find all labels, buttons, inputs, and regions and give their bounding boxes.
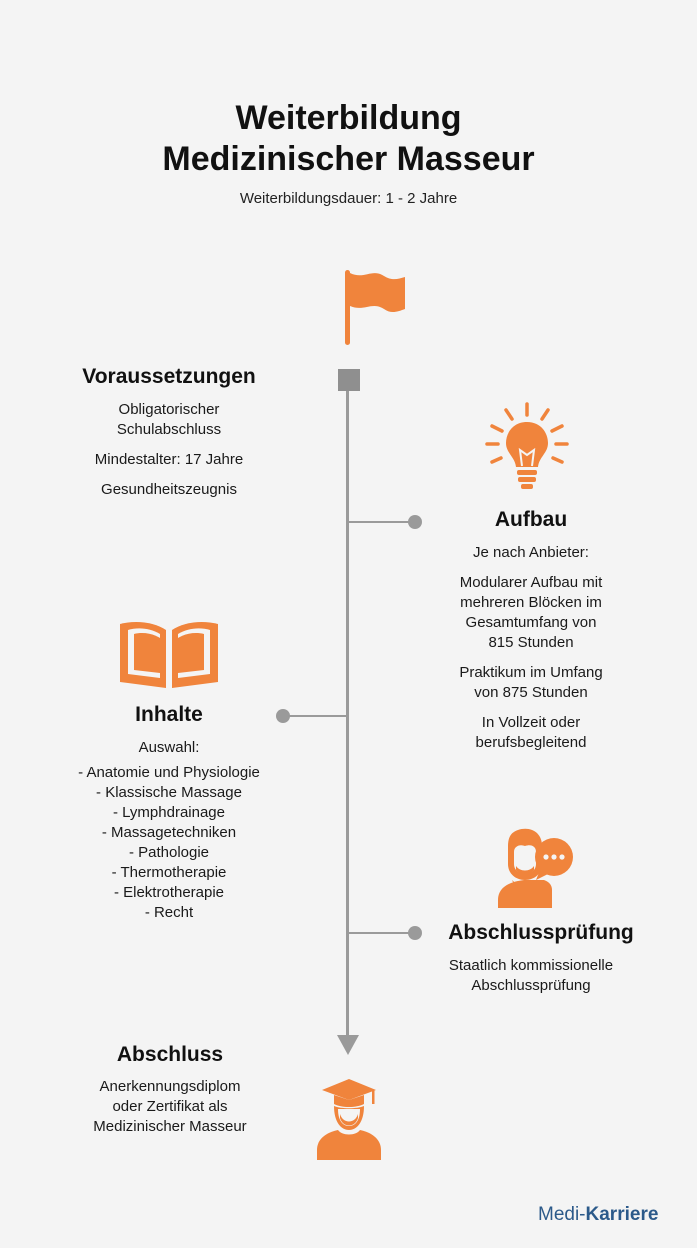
aufbau-p1-line-1: Modularer Aufbau mit [459, 574, 603, 591]
list-item: - Elektrotherapie [113, 884, 225, 901]
abschluss-line-1: Anerkennungsdiplom [99, 1078, 241, 1095]
open-book-icon [118, 616, 220, 688]
voraussetzungen-item-1-line-2: Schulabschluss [116, 421, 222, 438]
inhalte-intro: Auswahl: [138, 739, 200, 756]
aufbau-p3-line-1: In Vollzeit oder [481, 714, 581, 731]
duration-subtitle: Weiterbildungsdauer: 1 - 2 Jahre [239, 190, 458, 207]
aufbau-p1-line-4: 815 Stunden [488, 634, 574, 651]
flag-icon [342, 270, 408, 346]
abschluss-content [40, 1077, 300, 1137]
aufbau-content [400, 543, 662, 753]
aufbau-intro: Je nach Anbieter: [473, 544, 589, 561]
voraussetzungen-title: Voraussetzungen [82, 365, 256, 388]
abschluss-title: Abschluss [116, 1043, 224, 1066]
aufbau-p1-line-2: mehreren Blöcken im [460, 594, 602, 611]
aufbau-p2-line-2: von 875 Stunden [474, 684, 588, 701]
page-title [0, 98, 697, 180]
inhalte-list [30, 763, 308, 923]
aufbau-title: Aufbau [494, 508, 568, 531]
timeline-start-marker [338, 369, 360, 391]
abschluss-line-3: Medizinischer Masseur [93, 1118, 247, 1135]
list-item: - Thermotherapie [111, 864, 227, 881]
list-item: - Anatomie und Physiologie [78, 764, 260, 781]
voraussetzungen-item-1-line-1: Obligatorischer [118, 401, 220, 418]
timeline-line [346, 390, 349, 1036]
abschlusspruefung-line-2: Abschlussprüfung [471, 977, 591, 994]
timeline-arrow-head [337, 1035, 359, 1055]
list-item: - Pathologie [128, 844, 210, 861]
abschlusspruefung-title: Abschlussprüfung [448, 921, 634, 944]
brand-logo-part-1: Medi- [538, 1204, 586, 1225]
voraussetzungen-item-3: Gesundheitszeugnis [101, 481, 237, 498]
aufbau-p2-line-1: Praktikum im Umfang [459, 664, 603, 681]
list-item: - Lymphdrainage [112, 804, 225, 821]
brand-logo-part-2: Karriere [585, 1204, 659, 1225]
voraussetzungen-content [40, 400, 298, 500]
inhalte-title: Inhalte [135, 703, 203, 726]
aufbau-p3-line-2: berufsbegleitend [475, 734, 587, 751]
branch-abschlusspruefung [348, 932, 414, 934]
abschlusspruefung-content [400, 956, 662, 996]
list-item: - Recht [144, 904, 194, 921]
aufbau-p1-line-3: Gesamtumfang von [465, 614, 597, 631]
title-line-2: Medizinischer Masseur [162, 140, 535, 178]
voraussetzungen-item-2: Mindestalter: 17 Jahre [94, 451, 244, 468]
abschlusspruefung-line-1: Staatlich kommissionelle [448, 957, 614, 974]
lightbulb-icon [484, 402, 570, 492]
list-item: - Massagetechniken [101, 824, 237, 841]
graduate-icon [314, 1076, 384, 1160]
title-line-1: Weiterbildung [235, 99, 462, 137]
inhalte-content [30, 738, 308, 923]
brand-logo [538, 1204, 658, 1226]
person-speech-bubble-icon [494, 824, 574, 908]
abschluss-line-2: oder Zertifikat als [112, 1098, 228, 1115]
list-item: - Klassische Massage [96, 784, 242, 801]
